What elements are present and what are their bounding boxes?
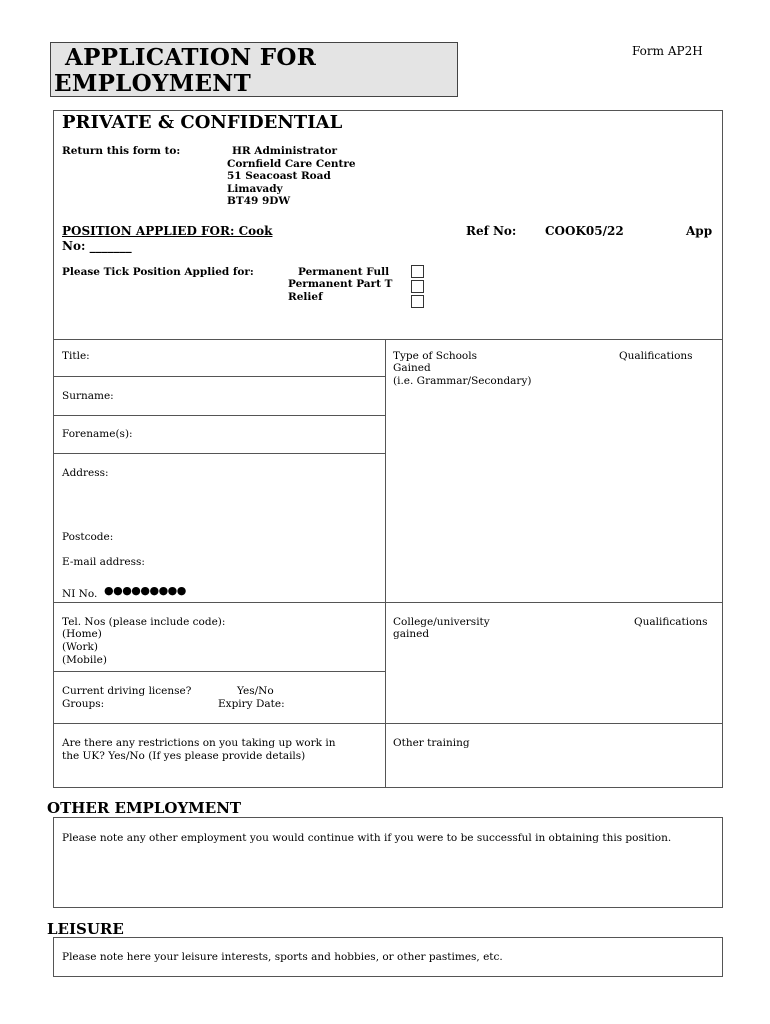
other-employment-heading: OTHER EMPLOYMENT <box>47 799 242 817</box>
details-table <box>53 339 723 788</box>
option-permanent-part: Permanent Part T <box>288 278 393 290</box>
driving-expiry[interactable]: Expiry Date: <box>218 698 285 710</box>
leisure-heading: LEISURE <box>47 920 124 938</box>
confidential-heading: PRIVATE & CONFIDENTIAL <box>62 112 343 133</box>
option-permanent-full: Permanent Full <box>298 266 390 278</box>
row-divider <box>53 671 385 672</box>
checkbox-permanent-part[interactable] <box>411 280 424 293</box>
ref-label: Ref No: <box>466 224 517 238</box>
other-employment-box[interactable] <box>53 817 723 908</box>
college-gained: gained <box>393 628 430 640</box>
driving-groups[interactable]: Groups: <box>62 698 105 710</box>
title-line-2: EMPLOYMENT <box>54 70 252 97</box>
other-employment-note: Please note any other employment you would continue with if you were to be successful in obtaining this position. <box>62 832 672 844</box>
address-line: Cornfield Care Centre <box>227 157 356 170</box>
restrictions-line-2: the UK? Yes/No (If yes please provide details) <box>62 750 306 762</box>
restrictions-line-1: Are there any restrictions on you taking up work in <box>62 737 336 749</box>
app-no-label: App <box>686 224 713 238</box>
tick-label: Please Tick Position Applied for: <box>62 266 254 278</box>
address-field[interactable]: Address: <box>62 467 109 479</box>
row-divider <box>53 453 385 454</box>
address-line: 51 Seacoast Road <box>227 170 331 182</box>
forenames-field[interactable]: Forename(s): <box>62 428 133 440</box>
email-field[interactable]: E-mail address: <box>62 556 145 568</box>
option-relief: Relief <box>288 291 323 303</box>
phone-mobile[interactable]: (Mobile) <box>62 654 107 666</box>
leisure-note: Please note here your leisure interests, sports and hobbies, or other pastimes, etc. <box>62 951 503 963</box>
row-divider <box>53 415 385 416</box>
row-divider <box>53 602 723 603</box>
return-label: Return this form to: <box>62 145 181 157</box>
schools-gained: Gained <box>393 362 431 374</box>
phone-home[interactable]: (Home) <box>62 628 102 640</box>
phone-work[interactable]: (Work) <box>62 641 98 653</box>
checkbox-permanent-full[interactable] <box>411 265 424 278</box>
surname-field[interactable]: Surname: <box>62 390 114 402</box>
position-applied: POSITION APPLIED FOR: Cook <box>62 224 273 238</box>
college-qual-label: Qualifications <box>634 616 708 628</box>
address-line: Limavady <box>227 182 283 195</box>
checkbox-relief[interactable] <box>411 295 424 308</box>
title-line-1: APPLICATION FOR <box>65 44 317 71</box>
driving-label: Current driving license? <box>62 685 192 697</box>
college-label: College/university <box>393 616 490 628</box>
ni-value[interactable]: ●●●●●●●●● <box>104 584 186 597</box>
form-number: Form AP2H <box>632 44 703 58</box>
driving-yesno[interactable]: Yes/No <box>237 685 274 697</box>
schools-example: (i.e. Grammar/Secondary) <box>393 375 532 387</box>
ref-value: COOK05/22 <box>545 224 624 238</box>
return-address <box>227 145 356 208</box>
row-divider <box>53 723 723 724</box>
column-divider <box>385 339 386 788</box>
address-line: BT49 9DW <box>227 195 291 207</box>
ni-label: NI No. <box>62 588 98 600</box>
schools-qual-label: Qualifications <box>619 350 693 362</box>
phone-label: Tel. Nos (please include code): <box>62 616 226 628</box>
schools-label: Type of Schools <box>393 350 477 362</box>
address-line: HR Administrator <box>232 145 337 157</box>
title-box <box>50 42 458 97</box>
app-no-field[interactable]: No: _______ <box>62 239 132 253</box>
other-training-label: Other training <box>393 737 470 749</box>
title-field[interactable]: Title: <box>62 350 90 362</box>
postcode-field[interactable]: Postcode: <box>62 531 114 543</box>
row-divider <box>53 376 385 377</box>
